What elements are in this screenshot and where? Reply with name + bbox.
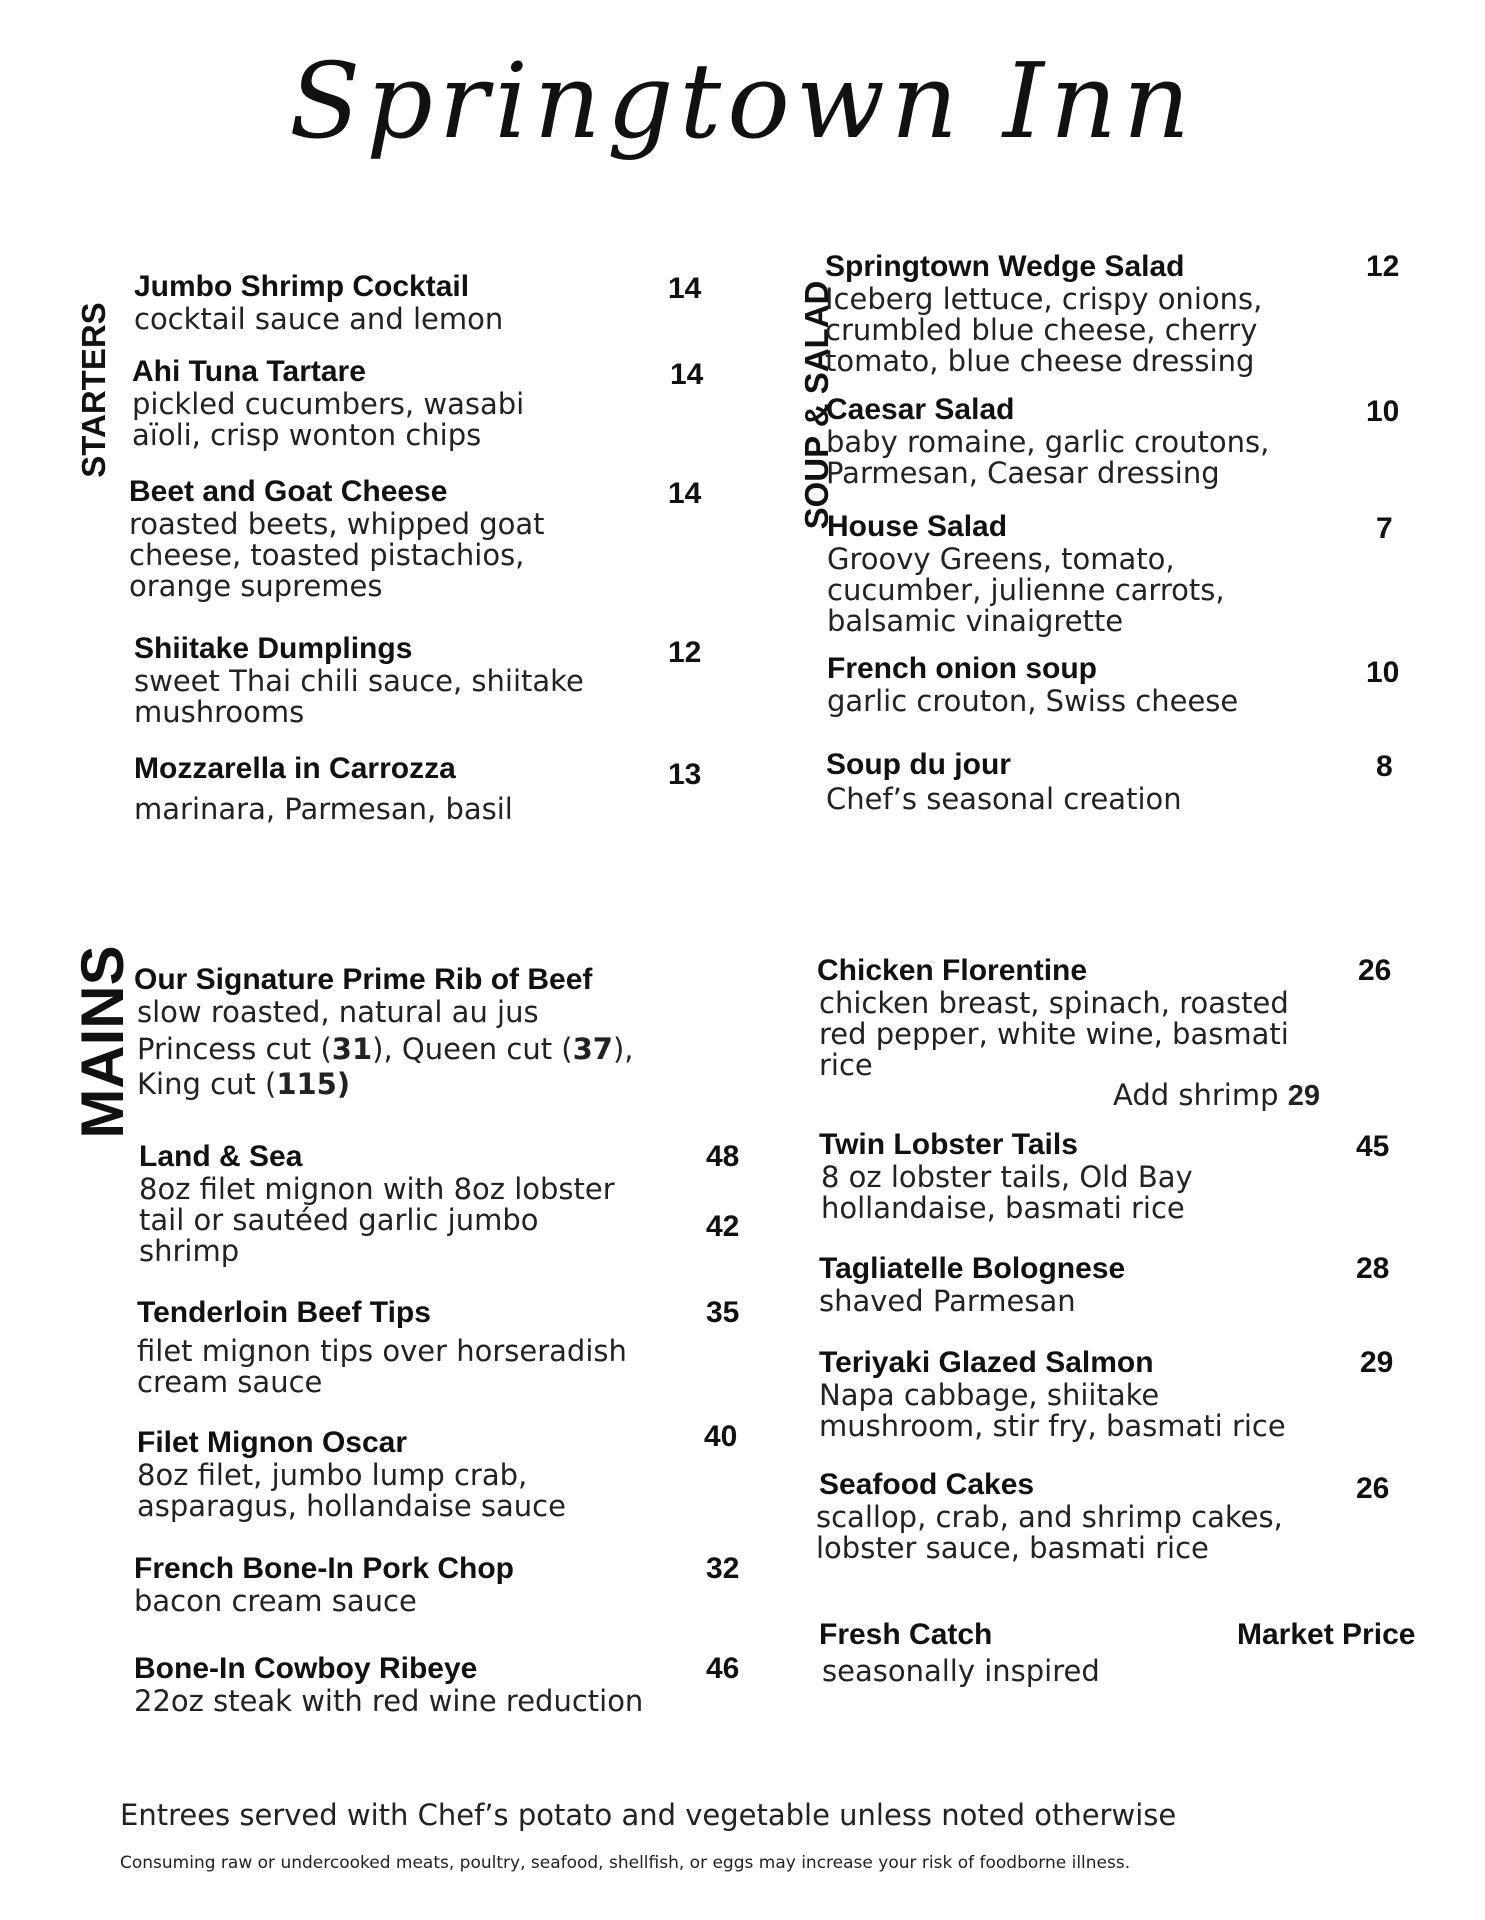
item-price: Market Price	[1237, 1618, 1416, 1651]
section-label-mains: MAINS	[69, 945, 136, 1139]
item-description: Groovy Greens, tomato, cucumber, julienne carrots, balsamic vinaigrette	[827, 542, 1225, 638]
item-name: Chicken Florentine	[817, 954, 1088, 987]
item-price: 14	[668, 477, 702, 510]
item-description: Chef’s seasonal creation	[826, 782, 1182, 816]
item-description: roasted beets, whipped goat cheese, toasted pistachios, orange supremes	[129, 507, 545, 603]
menu-item	[826, 748, 1182, 815]
item-name: Soup du jour	[826, 748, 1011, 781]
item-description: cocktail sauce and lemon	[134, 302, 504, 336]
item-description: scallop, crab, and shrimp cakes, lobster sauce, basmati rice	[816, 1500, 1283, 1565]
item-name: Mozzarella in Carrozza	[134, 752, 456, 785]
section-label-starters: STARTERS	[75, 302, 112, 478]
princess-cut-price: 31	[331, 1032, 373, 1066]
cut-options-king: King cut (115)	[137, 1067, 351, 1101]
item-description: chicken breast, spinach, roasted red pepper, white wine, basmati rice	[819, 986, 1289, 1082]
menu-item	[827, 510, 1225, 637]
item-description: pickled cucumbers, wasabi aïoli, crisp wonton chips	[132, 387, 525, 452]
item-name: Ahi Tuna Tartare	[132, 355, 366, 388]
menu-item	[819, 1252, 1125, 1317]
item-name: Bone-In Cowboy Ribeye	[134, 1652, 478, 1685]
item-name: Filet Mignon Oscar	[137, 1426, 408, 1459]
item-name: Tagliatelle Bolognese	[819, 1252, 1126, 1285]
footer-note: Entrees served with Chef’s potato and vegetable unless noted otherwise	[120, 1798, 1177, 1832]
menu-item	[134, 963, 634, 1100]
item-price: 29	[1360, 1346, 1394, 1379]
item-name: French onion soup	[827, 652, 1097, 685]
item-price: 35	[706, 1296, 740, 1329]
footer-warning: Consuming raw or undercooked meats, poultry, seafood, shellfish, or eggs may increase your risk of foodborne illness.	[120, 1853, 1131, 1873]
item-name: Tenderloin Beef Tips	[137, 1296, 431, 1329]
item-name: Twin Lobster Tails	[819, 1128, 1078, 1161]
item-name: Fresh Catch	[819, 1618, 993, 1651]
item-price: 26	[1358, 954, 1392, 987]
item-description: 22oz steak with red wine reduction	[134, 1684, 644, 1718]
item-price: 14	[670, 358, 704, 391]
item-price: 10	[1366, 395, 1400, 428]
item-name: Caesar Salad	[826, 393, 1015, 426]
item-name: Seafood Cakes	[819, 1468, 1035, 1501]
item-price: 14	[668, 272, 702, 305]
menu-item	[134, 270, 503, 335]
menu-item	[137, 1426, 566, 1522]
item-price: 10	[1366, 656, 1400, 689]
item-description: shaved Parmesan	[819, 1284, 1076, 1318]
menu-item	[819, 1346, 1286, 1442]
item-description: bacon cream sauce	[134, 1584, 417, 1618]
item-description: filet mignon tips over horseradish cream sauce	[137, 1334, 627, 1399]
item-description: Iceberg lettuce, crispy onions, crumbled blue cheese, cherry tomato, blue cheese dressing	[825, 282, 1263, 378]
item-price: 12	[668, 636, 702, 669]
item-name: House Salad	[827, 510, 1008, 543]
item-price: 32	[706, 1552, 740, 1585]
item-description: baby romaine, garlic croutons, Parmesan, Caesar dressing	[826, 425, 1270, 490]
item-price-alt: 42	[706, 1210, 740, 1243]
menu-item	[139, 1140, 615, 1267]
section-label-soup-salad: SOUP & SALAD	[798, 280, 835, 530]
item-price: 46	[706, 1652, 740, 1685]
item-description: Napa cabbage, shiitake mushroom, stir fry, basmati rice	[819, 1378, 1286, 1443]
item-name: Springtown Wedge Salad	[825, 250, 1185, 283]
menu-item	[827, 652, 1238, 717]
menu-item	[816, 1468, 1283, 1565]
item-price: 13	[668, 758, 702, 791]
item-price: 40	[704, 1420, 738, 1453]
item-description: seasonally inspired	[822, 1654, 1100, 1688]
item-description: 8 oz lobster tails, Old Bay hollandaise, basmati rice	[821, 1160, 1193, 1225]
menu-item	[817, 954, 1289, 1081]
item-name: Our Signature Prime Rib of Beef	[134, 963, 593, 996]
item-description: sweet Thai chili sauce, shiitake mushrooms	[134, 664, 584, 729]
menu-item	[134, 752, 513, 825]
menu-item	[137, 1296, 627, 1398]
item-price: 28	[1356, 1252, 1390, 1285]
menu-item	[825, 250, 1262, 377]
item-name: Shiitake Dumplings	[134, 632, 413, 665]
item-name: Teriyaki Glazed Salmon	[819, 1346, 1154, 1379]
addon-shrimp: Add shrimp 29	[1113, 1078, 1320, 1112]
item-price: 48	[706, 1140, 740, 1173]
king-cut-price: 115	[276, 1067, 337, 1101]
item-name: Land & Sea	[139, 1140, 303, 1173]
menu-item	[134, 1552, 514, 1617]
item-price: 45	[1356, 1130, 1390, 1163]
menu-item	[134, 1652, 643, 1717]
item-price: 8	[1376, 750, 1393, 783]
item-description: marinara, Parmesan, basil	[134, 792, 513, 826]
item-name: Beet and Goat Cheese	[129, 475, 448, 508]
menu-item	[132, 355, 524, 451]
item-price: 12	[1366, 250, 1400, 283]
item-name: French Bone-In Pork Chop	[134, 1552, 515, 1585]
menu-item	[819, 1618, 1100, 1687]
queen-cut-price: 37	[572, 1032, 613, 1066]
item-price: 26	[1356, 1472, 1390, 1505]
restaurant-title: Springtown Inn	[289, 40, 1196, 162]
item-description: garlic crouton, Swiss cheese	[827, 684, 1239, 718]
item-description: slow roasted, natural au jus	[137, 995, 539, 1029]
menu-item	[826, 393, 1269, 489]
cut-options: Princess cut (31), Queen cut (37),	[137, 1032, 634, 1066]
addon-price: 29	[1287, 1080, 1320, 1112]
item-price: 7	[1376, 512, 1393, 545]
item-description: 8oz filet, jumbo lump crab, asparagus, hollandaise sauce	[137, 1458, 566, 1523]
item-name: Jumbo Shrimp Cocktail	[134, 270, 470, 303]
menu-item	[129, 475, 545, 602]
menu-item	[819, 1128, 1193, 1224]
menu-item	[134, 632, 584, 728]
item-description: 8oz filet mignon with 8oz lobster tail or sautéed garlic jumbo shrimp	[139, 1172, 615, 1268]
